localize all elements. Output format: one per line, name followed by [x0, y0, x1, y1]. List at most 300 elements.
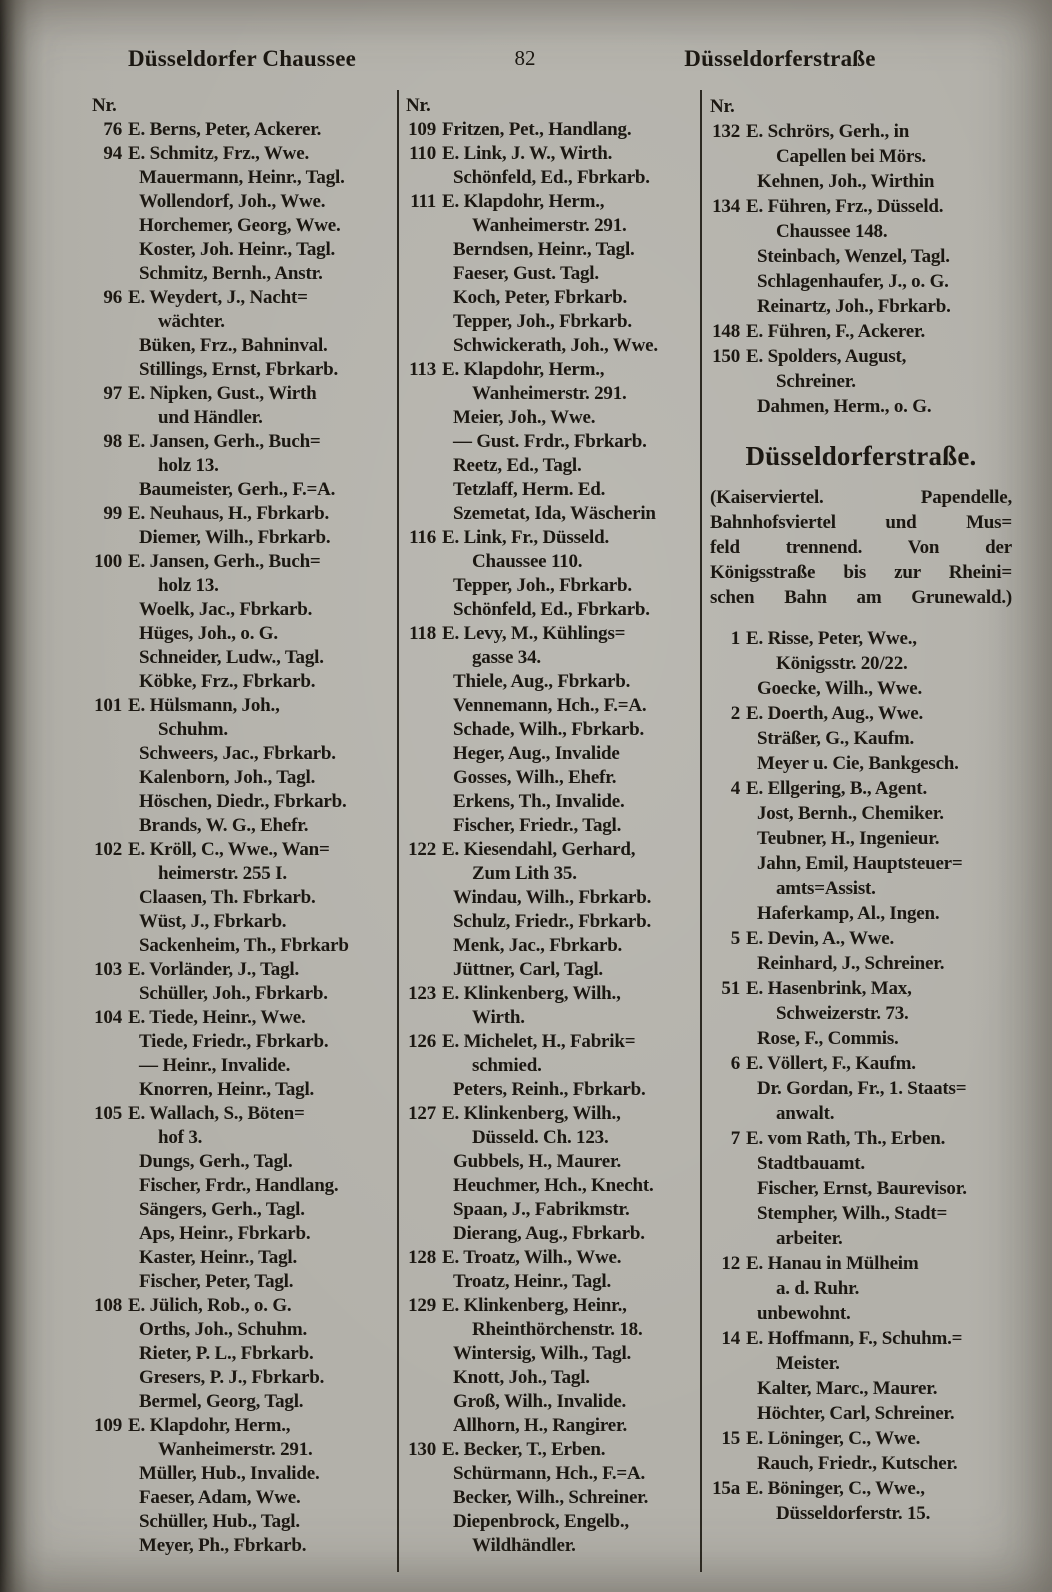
- entry-text: Wintersig, Wilh., Tagl.: [453, 1343, 632, 1364]
- entry-text: Knott, Joh., Tagl.: [453, 1367, 590, 1388]
- entry-line: [92, 766, 392, 790]
- entry-line: [406, 958, 694, 982]
- section-description-line: (Kaiserviertel. Papendelle,: [710, 487, 1012, 508]
- entry-line: [406, 550, 694, 574]
- entry-text: E. Hoffmann, F., Schuhm.=: [746, 1328, 963, 1349]
- house-number: [92, 310, 128, 334]
- house-number: [92, 1198, 128, 1222]
- house-number: 127: [408, 1103, 436, 1124]
- entry-line: [406, 742, 694, 766]
- entry-text: Müller, Hub., Invalide.: [139, 1463, 320, 1484]
- column-1: [92, 94, 392, 1558]
- entry-text: E. Risse, Peter, Wwe.,: [746, 628, 917, 649]
- entry-line: [92, 502, 392, 526]
- house-number: [406, 910, 442, 934]
- house-number: [92, 1534, 128, 1558]
- entry-text: Stempher, Wilh., Stadt=: [757, 1203, 948, 1224]
- house-number: 130: [408, 1439, 436, 1460]
- entry-text: E. Neuhaus, H., Fbrkarb.: [128, 503, 330, 524]
- house-number: [710, 676, 746, 701]
- entry-line: [406, 982, 694, 1006]
- entry-text: Schürmann, Hch., F.=A.: [453, 1463, 646, 1484]
- entry-line: [92, 286, 392, 310]
- house-number: [406, 334, 442, 358]
- entry-line: [406, 1102, 694, 1126]
- house-number: 14: [721, 1328, 740, 1349]
- entry-line: [92, 958, 392, 982]
- entry-text: E. Hülsmann, Joh.,: [128, 695, 280, 716]
- house-number: [406, 670, 442, 694]
- house-number: [406, 1054, 442, 1078]
- entry-line: [92, 454, 392, 478]
- entry-text: Fischer, Peter, Tagl.: [139, 1271, 294, 1292]
- entry-text: E. Link, J. W., Wirth.: [442, 143, 613, 164]
- entry-line: [92, 862, 392, 886]
- house-number: 99: [103, 503, 122, 524]
- entry-line: [406, 838, 694, 862]
- entry-text: Fischer, Ernst, Baurevisor.: [757, 1178, 967, 1199]
- entry-line: [406, 118, 694, 142]
- house-number: [92, 574, 128, 598]
- house-number: [710, 901, 746, 926]
- entry-text: Fritzen, Pet., Handlang.: [442, 119, 632, 140]
- entry-line: [406, 574, 694, 598]
- entry-line: [92, 1174, 392, 1198]
- entry-line: [406, 1390, 694, 1414]
- entry-line: [406, 214, 694, 238]
- house-number: [406, 574, 442, 598]
- entry-line: [710, 1101, 1012, 1126]
- house-number: [406, 478, 442, 502]
- house-number: [406, 1486, 442, 1510]
- entry-line: [406, 814, 694, 838]
- entry-text: Szemetat, Ida, Wäscherin: [453, 503, 656, 524]
- entry-text: Höchter, Carl, Schreiner.: [757, 1403, 955, 1424]
- house-number: [710, 876, 746, 901]
- entry-line: [92, 1414, 392, 1438]
- house-number: [406, 958, 442, 982]
- entry-line: [710, 319, 1012, 344]
- house-number: [92, 742, 128, 766]
- entry-text: Tetzlaff, Herm. Ed.: [453, 479, 606, 500]
- entry-line: [710, 244, 1012, 269]
- house-number: 2: [730, 703, 740, 724]
- entry-text: Schuhm.: [158, 719, 228, 740]
- nr-column-label: Nr.: [92, 95, 117, 116]
- entry-line: [406, 502, 694, 526]
- house-number: 7: [730, 1128, 740, 1149]
- house-number: [92, 262, 128, 286]
- house-number: [406, 1414, 442, 1438]
- entry-line: [92, 1510, 392, 1534]
- entry-line: [406, 1126, 694, 1150]
- house-number: [92, 1510, 128, 1534]
- spacer: [710, 610, 1012, 626]
- entry-line: [710, 119, 1012, 144]
- house-number: [710, 826, 746, 851]
- entry-text: Rose, F., Commis.: [757, 1028, 899, 1049]
- house-number: [92, 670, 128, 694]
- house-number: [92, 886, 128, 910]
- entry-line: [406, 358, 694, 382]
- house-number: [406, 1198, 442, 1222]
- house-number: [406, 598, 442, 622]
- entry-line: [406, 1150, 694, 1174]
- entry-line: [406, 1462, 694, 1486]
- house-number: [406, 790, 442, 814]
- entry-line: [406, 310, 694, 334]
- house-number: [406, 166, 442, 190]
- house-number: [92, 718, 128, 742]
- entry-line: [406, 166, 694, 190]
- entry-text: E. Klinkenberg, Wilh.,: [442, 1103, 621, 1124]
- house-number: [710, 1451, 746, 1476]
- entry-text: Faeser, Gust. Tagl.: [453, 263, 599, 284]
- entry-line: [710, 1401, 1012, 1426]
- house-number: 148: [712, 321, 740, 342]
- entry-text: Düsseld. Ch. 123.: [472, 1127, 609, 1148]
- entry-text: Reinhard, J., Schreiner.: [757, 953, 945, 974]
- entry-line: [406, 1486, 694, 1510]
- section-description-line: Bahnhofsviertel und Mus=: [710, 512, 1012, 533]
- entry-text: Gosses, Wilh., Ehefr.: [453, 767, 617, 788]
- entry-text: E. Tiede, Heinr., Wwe.: [128, 1007, 306, 1028]
- house-number: 101: [94, 695, 122, 716]
- entry-text: Haferkamp, Al., Ingen.: [757, 903, 940, 924]
- house-number: 109: [94, 1415, 122, 1436]
- house-number: [406, 694, 442, 718]
- entry-line: [92, 790, 392, 814]
- house-number: [406, 1174, 442, 1198]
- house-number: 116: [409, 527, 436, 548]
- house-number: 6: [730, 1053, 740, 1074]
- house-number: [92, 814, 128, 838]
- entry-text: Brands, W. G., Ehefr.: [139, 815, 309, 836]
- entry-text: wächter.: [158, 311, 225, 332]
- entry-line: [406, 718, 694, 742]
- street-section-heading: Düsseldorferstraße.: [745, 441, 977, 471]
- entry-text: Heger, Aug., Invalide: [453, 743, 620, 764]
- house-number: [406, 1462, 442, 1486]
- entry-text: Schmitz, Bernh., Anstr.: [139, 263, 323, 284]
- entry-text: Knorren, Heinr., Tagl.: [139, 1079, 315, 1100]
- entry-text: Windau, Wilh., Fbrkarb.: [453, 887, 652, 908]
- entry-text: E. Link, Fr., Düsseld.: [442, 527, 610, 548]
- entry-text: Jahn, Emil, Hauptsteuer=: [757, 853, 963, 874]
- entry-line: [406, 1366, 694, 1390]
- house-number: [710, 1351, 746, 1376]
- entry-line: [92, 742, 392, 766]
- entry-text: amts=Assist.: [776, 878, 876, 899]
- house-number: [92, 1270, 128, 1294]
- entry-line: [710, 901, 1012, 926]
- entry-text: Kalenborn, Joh., Tagl.: [139, 767, 316, 788]
- entry-line: [710, 801, 1012, 826]
- entry-text: anwalt.: [776, 1103, 835, 1124]
- entry-text: Orths, Joh., Schuhm.: [139, 1319, 308, 1340]
- entry-line: [406, 670, 694, 694]
- nr-column-label: Nr.: [406, 95, 431, 116]
- section-description-line: feld trennend. Von der: [710, 537, 1012, 558]
- house-number: [92, 1318, 128, 1342]
- house-number: [92, 910, 128, 934]
- entry-text: Schlagenhaufer, J., o. G.: [757, 271, 949, 292]
- entry-text: Wanheimerstr. 291.: [472, 383, 627, 404]
- entry-line: [406, 286, 694, 310]
- entry-text: Kaster, Heinr., Tagl.: [139, 1247, 298, 1268]
- house-number: [406, 886, 442, 910]
- entry-text: Schweers, Jac., Fbrkarb.: [139, 743, 336, 764]
- house-number: 105: [94, 1103, 122, 1124]
- entry-line: [710, 1001, 1012, 1026]
- house-number: [710, 1176, 746, 1201]
- house-number: 102: [94, 839, 122, 860]
- entry-line: [92, 166, 392, 190]
- entry-line: [406, 382, 694, 406]
- house-number: [406, 1318, 442, 1342]
- entry-line: [406, 334, 694, 358]
- entry-line: [710, 676, 1012, 701]
- entry-line: [92, 910, 392, 934]
- house-number: [92, 526, 128, 550]
- entry-line: [710, 1301, 1012, 1326]
- house-number: [92, 862, 128, 886]
- house-number: [406, 262, 442, 286]
- house-number: [92, 1054, 128, 1078]
- entry-line: [92, 694, 392, 718]
- house-number: [92, 598, 128, 622]
- entry-line: [92, 838, 392, 862]
- entry-line: [710, 1151, 1012, 1176]
- house-number: 97: [103, 383, 122, 404]
- entry-line: [406, 1294, 694, 1318]
- entry-line: [406, 1270, 694, 1294]
- entry-text: Becker, Wilh., Schreiner.: [453, 1487, 649, 1508]
- entry-text: E. Jansen, Gerh., Buch=: [128, 431, 321, 452]
- column-3: [710, 94, 1012, 1526]
- entry-line: [710, 1351, 1012, 1376]
- entry-line: [710, 751, 1012, 776]
- column-divider-1: [397, 90, 399, 1572]
- entry-line: [710, 926, 1012, 951]
- entry-text: E. Levy, M., Kühlings=: [442, 623, 626, 644]
- entry-line: [710, 1026, 1012, 1051]
- entry-line: [92, 886, 392, 910]
- entry-text: Hüges, Joh., o. G.: [139, 623, 278, 644]
- entry-line: [92, 982, 392, 1006]
- entry-line: [92, 1462, 392, 1486]
- entry-line: [92, 1294, 392, 1318]
- house-number: [710, 1226, 746, 1251]
- house-number: [92, 1150, 128, 1174]
- spacer: [710, 419, 1012, 435]
- house-number: [710, 1026, 746, 1051]
- entry-line: [710, 1501, 1012, 1526]
- entry-text: E. Völlert, F., Kaufm.: [746, 1053, 916, 1074]
- house-number: [406, 1534, 442, 1558]
- entry-text: Allhorn, H., Rangirer.: [453, 1415, 628, 1436]
- house-number: 122: [408, 839, 436, 860]
- entry-text: Höschen, Diedr., Fbrkarb.: [139, 791, 347, 812]
- entry-line: [92, 1102, 392, 1126]
- entry-text: Schade, Wilh., Fbrkarb.: [453, 719, 645, 740]
- entry-text: Sackenheim, Th., Fbrkarb: [139, 935, 349, 956]
- house-number: [92, 1462, 128, 1486]
- entry-text: E. Klapdohr, Herm.,: [128, 1415, 291, 1436]
- entry-line: [406, 1174, 694, 1198]
- house-number: 5: [730, 928, 740, 949]
- house-number: [406, 1510, 442, 1534]
- spacer: [710, 477, 1012, 485]
- house-number: [406, 934, 442, 958]
- entry-text: Schweizerstr. 73.: [776, 1003, 909, 1024]
- entry-line: [406, 406, 694, 430]
- entry-text: Vennemann, Hch., F.=A.: [453, 695, 647, 716]
- entry-line: [710, 701, 1012, 726]
- entry-text: Rheinthörchenstr. 18.: [472, 1319, 643, 1340]
- entry-text: E. Schmitz, Frz., Wwe.: [128, 143, 309, 164]
- entry-text: Zum Lith 35.: [472, 863, 577, 884]
- house-number: [406, 406, 442, 430]
- house-number: 108: [94, 1295, 122, 1316]
- running-title-left: Düsseldorfer Chaussee: [127, 46, 357, 71]
- house-number: [92, 214, 128, 238]
- entry-line: [92, 118, 392, 142]
- entry-line: [92, 646, 392, 670]
- entry-line: [406, 430, 694, 454]
- entry-text: Büken, Frz., Bahninval.: [139, 335, 328, 356]
- house-number: [92, 1078, 128, 1102]
- entry-line: [92, 1006, 392, 1030]
- entry-text: E. Klapdohr, Herm.,: [442, 191, 605, 212]
- house-number: [710, 651, 746, 676]
- house-number: [406, 1366, 442, 1390]
- entry-text: E. Klinkenberg, Heinr.,: [442, 1295, 627, 1316]
- entry-line: [710, 144, 1012, 169]
- entry-text: Schwickerath, Joh., Wwe.: [453, 335, 658, 356]
- entry-text: E. Spolders, August,: [746, 346, 907, 367]
- entry-line: [406, 454, 694, 478]
- entry-line: [406, 1054, 694, 1078]
- entry-line: [710, 169, 1012, 194]
- house-number: [710, 394, 746, 419]
- entry-text: Tepper, Joh., Fbrkarb.: [453, 311, 632, 332]
- entry-text: E. Vorländer, J., Tagl.: [128, 959, 300, 980]
- entry-text: Teubner, H., Ingenieur.: [757, 828, 940, 849]
- entry-line: [92, 934, 392, 958]
- entry-line: [710, 394, 1012, 419]
- entry-line: [92, 1390, 392, 1414]
- entry-line: [406, 1534, 694, 1558]
- entry-text: E. Jansen, Gerh., Buch=: [128, 551, 321, 572]
- entry-text: Dahmen, Herm., o. G.: [757, 396, 932, 417]
- entry-text: Steinbach, Wenzel, Tagl.: [757, 246, 950, 267]
- house-number: [406, 1150, 442, 1174]
- entry-text: Dierang, Aug., Fbrkarb.: [453, 1223, 645, 1244]
- entry-text: Mauermann, Heinr., Tagl.: [139, 167, 345, 188]
- entry-line: [406, 1006, 694, 1030]
- house-number: [710, 1276, 746, 1301]
- entry-line: [710, 626, 1012, 651]
- entry-line: [92, 1198, 392, 1222]
- entry-line: [710, 1276, 1012, 1301]
- entry-line: [92, 622, 392, 646]
- entry-text: Wanheimerstr. 291.: [472, 215, 627, 236]
- entry-line: [92, 718, 392, 742]
- house-number: [406, 550, 442, 574]
- entry-text: Stadtbauamt.: [757, 1153, 865, 1174]
- house-number: [406, 1006, 442, 1030]
- entry-line: [710, 269, 1012, 294]
- entry-line: [92, 598, 392, 622]
- house-number: [710, 851, 746, 876]
- entry-text: Kalter, Marc., Maurer.: [757, 1378, 938, 1399]
- entry-text: Menk, Jac., Fbrkarb.: [453, 935, 623, 956]
- house-number: [406, 286, 442, 310]
- entry-text: Chaussee 148.: [776, 221, 888, 242]
- house-number: 12: [721, 1253, 740, 1274]
- house-number: 113: [409, 359, 436, 380]
- entry-line: [92, 1222, 392, 1246]
- house-number: [92, 1486, 128, 1510]
- nr-column-label: Nr.: [710, 96, 735, 117]
- house-number: 134: [712, 196, 740, 217]
- page-number: 82: [514, 46, 536, 70]
- entry-line: [406, 1030, 694, 1054]
- entry-text: Schreiner.: [776, 371, 856, 392]
- entry-text: E. Böninger, C., Wwe.,: [746, 1478, 925, 1499]
- entry-text: Gubbels, H., Maurer.: [453, 1151, 622, 1172]
- entry-text: Faeser, Adam, Wwe.: [139, 1487, 301, 1508]
- entry-line: [710, 776, 1012, 801]
- entry-line: [406, 766, 694, 790]
- house-number: [92, 934, 128, 958]
- entry-line: [710, 294, 1012, 319]
- entry-line: [92, 478, 392, 502]
- entry-text: Schönfeld, Ed., Fbrkarb.: [453, 167, 650, 188]
- entry-line: [406, 646, 694, 670]
- house-number: [710, 269, 746, 294]
- house-number: [710, 1501, 746, 1526]
- entry-text: Schönfeld, Ed., Fbrkarb.: [453, 599, 650, 620]
- entry-text: Tiede, Friedr., Fbrkarb.: [139, 1031, 329, 1052]
- entry-text: Schneider, Ludw., Tagl.: [139, 647, 324, 668]
- entry-text: Sträßer, G., Kaufm.: [757, 728, 914, 749]
- entry-line: [92, 1366, 392, 1390]
- entry-line: [710, 851, 1012, 876]
- entry-text: Rieter, P. L., Fbrkarb.: [139, 1343, 314, 1364]
- entry-text: Wollendorf, Joh., Wwe.: [139, 191, 326, 212]
- house-number: [92, 646, 128, 670]
- entry-line: [406, 862, 694, 886]
- entry-text: E. Klapdohr, Herm.,: [442, 359, 605, 380]
- entry-text: Schüller, Hub., Tagl.: [139, 1511, 300, 1532]
- entry-text: schmied.: [472, 1055, 542, 1076]
- house-number: [710, 294, 746, 319]
- house-number: [406, 238, 442, 262]
- entry-line: [92, 262, 392, 286]
- entry-line: [710, 1426, 1012, 1451]
- entry-text: Koch, Peter, Fbrkarb.: [453, 287, 627, 308]
- entry-text: Fischer, Friedr., Tagl.: [453, 815, 622, 836]
- entry-line: [92, 1534, 392, 1558]
- entry-line: [92, 1246, 392, 1270]
- entry-text: E. Kröll, C., Wwe., Wan=: [128, 839, 330, 860]
- house-number: [710, 801, 746, 826]
- entry-text: Wildhändler.: [472, 1535, 576, 1556]
- entry-text: Rauch, Friedr., Kutscher.: [757, 1453, 958, 1474]
- entry-text: holz 13.: [158, 455, 219, 476]
